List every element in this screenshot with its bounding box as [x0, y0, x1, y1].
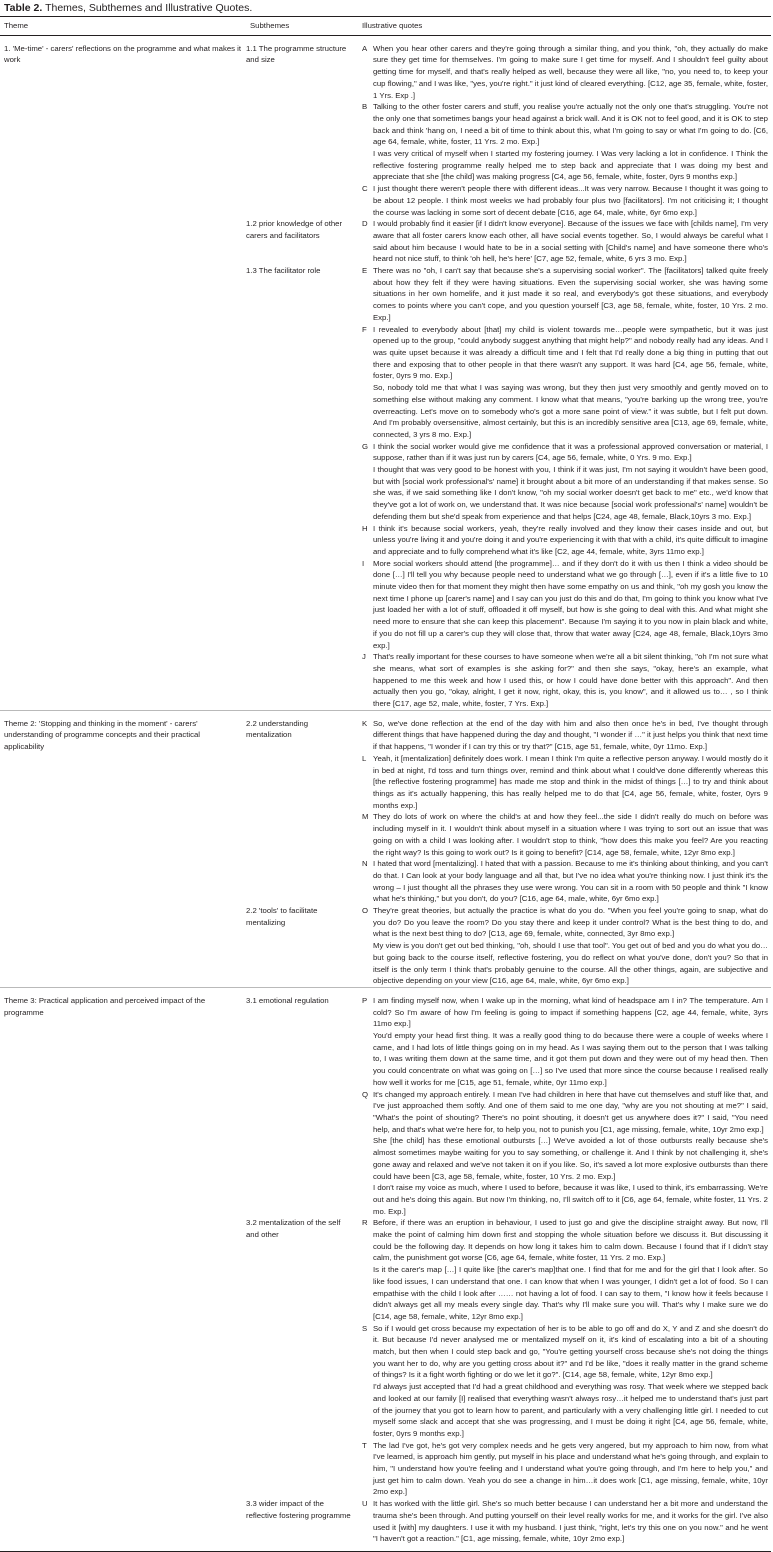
quote-paragraph: Yeah, it [mentalization] definitely does work. I mean I think I'm quite a reflective person anyway. I would mostly do it in bed at night, I'd toss and turn things over, remind and think about what I could've done differently whereas this [the reflective fostering programme] has made me stop and think in the midst of things […] to try and think about things as it's actually happening, this has really helped me to do that [C4, age 56, female, white, foster, 0yrs 9 months exp.] — [373, 753, 768, 810]
table-label: Table 2. — [4, 2, 43, 14]
subtheme-cell: 2.2 understanding mentalization — [246, 718, 309, 740]
theme-cell: Theme 2: 'Stopping and thinking in the moment' - carers' understanding of programme concepts and their practical applicability — [4, 718, 201, 752]
quote-letter: G — [362, 441, 369, 451]
subtheme-cell: 1.2 prior knowledge of other carers and facilitators — [246, 219, 343, 240]
quote-letter: D — [362, 219, 368, 229]
quote-paragraph: I revealed to everybody about [that] my child is violent towards me…people were sympathetic, but it was just opened up to the group, "could anybody suggest anything that might help?" and nobody really had any ideas. And I was quite upset because it was already a difficult time and I felt that I'd really done a big thing in putting that out there and exposing that to other people in that there wasn't any support. It was hard [C4, age 56, female, white, foster, 0yrs 9 mo. Exp.] — [373, 324, 768, 381]
subtheme-cell — [246, 1089, 358, 1218]
quote-cell — [373, 1089, 771, 1218]
quote-paragraph: I think the social worker would give me confidence that it was a professional approved conversation or material, I suppose, rather than if it was just run by carers [C4, age 56, female, white, 0 Yrs. 9 mo. Exp.] — [373, 441, 768, 463]
quote-letter: F — [362, 324, 367, 334]
subtheme-cell — [246, 101, 358, 183]
theme-cell — [0, 101, 246, 183]
quote-letter: L — [362, 753, 367, 763]
quote-letter: M — [362, 812, 369, 822]
quote-cell — [373, 183, 771, 218]
quote-paragraph: I hated that word [mentalizing]. I hated that with a passion. Because to me it's thinking about thinking, and you can't do that. I Can look at your body language and all that, but I've no idea what you're thinking now. I just think it's the wrong – I just thought all the phrases they use were wrong. You can sit in a room with 50 people and think "I know what he's thinking," but you don't, do you? [C16, age 64, male, white, 6yr 6mo exp.] — [373, 859, 768, 904]
theme-cell — [0, 1440, 246, 1499]
theme-cell — [0, 905, 246, 987]
quote-paragraph: I would probably find it easier [if I didn't know everyone]. Because of the issues we face with [childs name], I'm very aware that all foster carers know each other, all have social events together. So, I would always be careful what I said about him because I would hate to be in a social setting with [Child's name] and have someone there who's heard not nice stuff, to think 'oh hell, he's here' [C7, age 52, female, white, 6 yrs 3 mo. Exp.] — [373, 219, 768, 264]
table-row — [0, 1217, 771, 1322]
table-row — [0, 218, 771, 265]
table-row — [0, 1323, 771, 1440]
quote-letter: I — [362, 558, 365, 568]
theme-cell: Theme 3: Practical application and perceived impact of the programme — [4, 995, 206, 1017]
theme-cell — [0, 324, 246, 441]
subtheme-cell — [246, 1440, 358, 1499]
quote-letter: Q — [362, 1089, 369, 1099]
quote-paragraph: She [the child] has these emotional outbursts […] We've avoided a lot of those outbursts really because she's almost sometimes maybe waiting for you to say something, or challenge it. And I think by not challenging it, she's gone away and relaxed and we've not taken it on if you like. So, it's saved a lot more explosive outbursts than there could have been [C3, age 58, female, white, foster, 10 Yrs. 2 mo. Exp.] — [373, 1136, 768, 1181]
subtheme-cell: 1.3 The facilitator role — [246, 266, 321, 276]
quote-letter: S — [362, 1323, 368, 1333]
quote-paragraph: I just thought there weren't people there with different ideas...It was very narrow. Because I thought it was going to be about 12 people. I think most weeks we had probably four plus two [facilitators]. I'm not criticising it; I thought the course was lacking in some sort of decent debate [C16, age 64, male, white, 6yr 6mo exp.] — [373, 184, 768, 217]
quote-paragraph: There was no "oh, I can't say that because she's a supervising social worker". The [facilitators] talked quite freely about how they felt if they were having situations. Even the supervising social worker, she was having some situations in her own homelife, and it just made it so real, and everybody's got these situations, and everybody comes to points where you can't cope, and you question yourself [C3, age 58, female, white, foster, 10 Yrs. 2 mo. Exp.] — [373, 266, 768, 322]
table-row — [0, 858, 771, 905]
theme-cell — [0, 651, 246, 710]
quote-letter: O — [362, 906, 369, 916]
table-row — [0, 753, 771, 812]
table-row — [0, 441, 771, 523]
table-row — [0, 1498, 771, 1551]
theme-cell — [0, 1323, 246, 1440]
quote-letter: T — [362, 1440, 367, 1450]
quote-cell — [373, 218, 771, 265]
table-row — [0, 905, 771, 987]
quote-paragraph: When you hear other carers and they're going through a similar thing, and you think, "oh, they actually do make sure they get time for themselves. I'm going to make sure I get time for myself. And I shouldn't feel guilty about getting time for myself, and that's really helped as well, because they were all like, "no, you need to, to keep your cup flowing," and I was like, "yes, you're right." it just kind of cleared everything. [C12, age 35, female, white, foster, 1 Yrs. Exp .] — [373, 43, 768, 100]
theme-cell — [0, 523, 246, 558]
quote-cell — [373, 905, 771, 987]
quote-letter: C — [362, 184, 368, 194]
subtheme-cell: 2.2 'tools' to facilitate mentalizing — [246, 906, 318, 927]
subtheme-cell — [246, 183, 358, 218]
quote-cell — [373, 1217, 771, 1322]
quote-cell — [373, 101, 771, 183]
table-row — [0, 811, 771, 858]
theme-cell — [0, 265, 246, 324]
quote-paragraph: I think it's because social workers, yeah, they're really involved and they know their cases inside and out, but unless you're living it and you're doing it and you're experiencing it with that with a child, it's quite difficult to imagine and appreciate and to fully comprehend what it's like [C2, age 44, female, white, 3yrs 11mo exp.] — [373, 523, 768, 556]
quote-cell — [373, 858, 771, 905]
subtheme-cell — [246, 1323, 358, 1440]
quote-cell — [373, 558, 771, 652]
subtheme-cell: 1.1 The programme structure and size — [246, 43, 347, 65]
quote-letter: N — [362, 859, 368, 869]
quote-paragraph: I am finding myself now, when I wake up in the morning, what kind of headspace am I in? The temperature. Am I cold? So I'm aware of how I'm feeling is going to impact if something happens [C2, age 44, female, white, 3yrs 11mo exp.] — [373, 995, 768, 1029]
quote-paragraph: I thought that was very good to be honest with you, I think if it was just, I'm not saying it wouldn't have been good, but with [social work professional's' name] it brought about a bit more of an understanding if that makes sense. So she was, if we said something like I don't know, "oh my social worker doesn't get back to me" etc., we'd know that they've got a lot of work on, we understand that. It was nice because [social work professional's' name] wouldn't be defending them but she'd speak from experience and that helps [C24, age 48, female, Black,10yrs 3 mo. Exp.] — [373, 465, 768, 521]
quote-cell — [373, 987, 771, 1088]
theme-cell — [0, 1217, 246, 1322]
theme-cell — [0, 753, 246, 812]
subtheme-cell — [246, 523, 358, 558]
quote-paragraph: I was very critical of myself when I started my fostering journey. I Was very lacking a lot in confidence. I Think the reflective fostering programme really helped me to step back and appreciate that I was doing my best and appreciate that she [the child] was making progress [C4, age 56, female, white, foster, 0yrs 9 months exp.] — [373, 149, 768, 182]
table-header-row — [0, 17, 771, 36]
table-row — [0, 101, 771, 183]
quote-letter: E — [362, 266, 368, 276]
quote-paragraph: It's changed my approach entirely. I mean I've had children in here that have cut themselves and stuff like that, and I've just approached them softly. And one of them said to me one day, "why are you not shouting at me?" I said, "What's the point of shouting? There's no point shouting, it doesn't get us anywhere does it?" I said, "You need help, and that's what we're here for, to help you, not to punish you [C1, age missing, female, white, 10yr 2mo exp.] — [373, 1089, 768, 1134]
quote-paragraph: You'd empty your head first thing. It was a really good thing to do because there were a couple of weeks where I came, and I had lots of little things going on in my head. As I was saying them out to the person that I was talking to, I was writing them down at the same time, and it got them put down and they were out of my head then. Then you could concentrate on what was going on […] so I've used that more since the course because I realised really how well it works for me [C15, age 51, female, white, 0yr 11mo exp.] — [373, 1031, 768, 1087]
quote-paragraph: They're great theories, but actually the practice is what do you do. "When you feel you're going to snap, what do you do? Do you leave the room? Do you stay there and keep it under control? What is the best thing to do, and what is the next best thing to do? [C13, age 69, female, white, connected, 3yr 8mo exp.] — [373, 906, 768, 939]
quote-cell — [373, 265, 771, 324]
themes-table — [0, 16, 771, 1552]
header-quotes: Illustrative quotes — [362, 21, 423, 30]
table-row — [0, 710, 771, 753]
quote-cell — [373, 324, 771, 441]
subtheme-cell — [246, 753, 358, 812]
quote-cell — [373, 1498, 771, 1551]
quote-cell — [373, 441, 771, 523]
quote-paragraph: Before, if there was an eruption in behaviour, I used to just go and give the discipline straight away. But now, I'll make the point of calming him down first and stopping the whole situation before we discuss it. But discussing it could be the following day. It depends on how long it takes him to calm down. Because I found that if I didn't stay calm, the punishment got worse [C6, age 64, female, white foster, 11 Yrs. 2 mo. Exp.] — [373, 1218, 768, 1263]
theme-cell — [0, 858, 246, 905]
subtheme-cell — [246, 858, 358, 905]
table-row — [0, 35, 771, 101]
table-row — [0, 265, 771, 324]
quote-paragraph: So, we've done reflection at the end of the day with him and also then once he's in bed, I've thought through different things that have happened during the day and thought, "I wonder if …" it just helps you think that next time if that happens, "I wonder if I can try this or try that?" [C15, age 51, female, white, 0yr 11mo. Exp.] — [373, 718, 768, 752]
quote-paragraph: I don't raise my voice as much, where I used to before, because it was like, I used to think, it's embarrassing. We're out and he's doing this again. But now I'm thinking, no, I'll switch off to it [C6, age 64, female, white foster, 11 Yrs. 2 mo. Exp.] — [373, 1183, 768, 1216]
quote-paragraph: That's really important for these courses to have someone when we're all a bit silent thinking, "oh I'm not sure what she means, what sort of examples is she asking for?" and then she says, "okay, here's an example, what happened to me this week and how I used this, or how I could have done better with this approach". And then actually then you go, "okay, alright, I get it now, right, okay, this is, you know", and it allowed us to… , so I think there [C17, age 52, male, white, foster, 7 Yrs. Exp.] — [373, 652, 768, 709]
quote-letter: K — [362, 718, 368, 728]
theme-cell — [0, 811, 246, 858]
quote-paragraph: I'd always just accepted that I'd had a great childhood and everything was rosy. That week where we stepped back and looked at our family [I] realised that everything wasn't always rosy…it helped me to understand that's just part of the journey that you got to learn how to parent, and particularly with a very challenging little girl. I needed to cut myself some slack and accept that she was progressing, and I must be doing it right [C4, age 56, female, white, foster, 0yrs 9 months exp.] — [373, 1382, 768, 1438]
theme-cell — [0, 183, 246, 218]
quote-letter: B — [362, 102, 368, 112]
header-subthemes: Subthemes — [250, 21, 290, 30]
quote-paragraph: So if I would get cross because my expectation of her is to be able to go off and do X, Y and Z and she doesn't do it. But because I'd never analysed me or mentalized myself on it, it's kind of escalating into a bit of a shouting match, but then when I could step back and go, "You're getting yourself cross because she's not doing the things you want her to do, why are you getting cross about it?" and I'd be like, "does it really matter in the grand scheme of things? Is it a fight worth fighting or do we let it go?". [C14, age 58, female, white, 12yr 8mo exp.] — [373, 1323, 768, 1380]
quote-letter: J — [362, 652, 366, 662]
quote-paragraph: Talking to the other foster carers and stuff, you realise you're actually not the only one that's struggling. You're not the only one that sometimes bangs your head against a brick wall. And it is OK not to feel good, and it is OK to step back and think 'hang on, I need a bit of time to think about this, what I'm going to say or what I'm going to do. [C6, age 64, female, white, foster, 11 Yrs. 2 mo. Exp.] — [373, 102, 768, 147]
subtheme-cell: 3.1 emotional regulation — [246, 995, 329, 1005]
quote-cell — [373, 811, 771, 858]
table-row — [0, 1440, 771, 1499]
table-title: Themes, Subthemes and Illustrative Quotes. — [45, 2, 253, 14]
theme-cell — [0, 441, 246, 523]
quote-letter: P — [362, 995, 368, 1005]
header-theme: Theme — [4, 21, 29, 30]
subtheme-cell — [246, 324, 358, 441]
quote-cell — [373, 35, 771, 101]
quote-letter: H — [362, 523, 368, 533]
quote-paragraph: My view is you don't get out bed thinking, "oh, should I use that tool". You get out of bed and you do what you do…but going back to the course itself, reflective fostering, you do reflect on what you've done, don't you? So that in itself is the only term I think that's probably genuine to the course. All the other things, again, are subjective and objective depending on your view [C16, age 64, male, white, 6yr 6mo exp.] — [373, 941, 768, 986]
subtheme-cell — [246, 558, 358, 652]
quote-cell — [373, 1440, 771, 1499]
subtheme-cell: 3.3 wider impact of the reflective fostering programme — [246, 1499, 351, 1520]
subtheme-cell: 3.2 mentalization of the self and other — [246, 1218, 341, 1240]
table-row — [0, 558, 771, 652]
quote-letter: R — [362, 1218, 368, 1228]
quote-cell — [373, 651, 771, 710]
subtheme-cell — [246, 441, 358, 523]
quote-cell — [373, 710, 771, 753]
table-body — [0, 35, 771, 1551]
theme-cell: 1. 'Me-time' - carers' reflections on the programme and what makes it work — [4, 43, 242, 65]
quote-paragraph: So, nobody told me that what I was saying was wrong, but they then just very smoothly and gently moved on to something else without making any comment. I know what that means, "you're barking up the wrong tree, you're overreacting. Let's move on to somebody who's got a more sane point of view." it was subtle, but I felt put down. And I'm probably oversensitive, almost certainly, but this is an incredibly sensitive area [C13, age 69, female, white, connected, 3 yrs 8 mo. Exp.] — [373, 383, 768, 439]
theme-cell — [0, 558, 246, 652]
quote-paragraph: They do lots of work on where the child's at and how they feel...the side I didn't really do much on before was including myself in it. I wouldn't think about myself in a situation where I was trying to sort out an issue that was going on with a child I was looking after. I wouldn't stop to think, "how does this make you feel? Are you reacting the right way? Is this going to work out? Is it going to benefit? [C14, age 58, female, white, 12yr 8mo exp.] — [373, 812, 768, 857]
quote-letter: A — [362, 43, 368, 53]
table-row — [0, 183, 771, 218]
quote-cell — [373, 523, 771, 558]
table-row — [0, 1089, 771, 1218]
quote-letter: U — [362, 1499, 368, 1509]
subtheme-cell — [246, 651, 358, 710]
table-row — [0, 987, 771, 1088]
quote-paragraph: More social workers should attend [the programme]… and if they don't do it with us then I think a video should be done […] I'll tell you why because people need to understand what we go through […], even if it's a little five to 10 minute video then for that moment they might then have some empathy on us and think, "oh my gosh you know the next time I phone up [carer's name] and I say can you just do this and do that, I'm going to think you know what I've just loaded her with a lot of stuff, offloaded it off myself, but how is she going to deal with this. And what might she need more to ensure that she can keep this placement". Because I'm saying it to you now in plain black and white, if you do not fill up a carer's cup they will close that, throw that water away [C24, age 48, female, Black,10yrs 3mo exp.] — [373, 558, 768, 650]
theme-cell — [0, 1089, 246, 1218]
quote-cell — [373, 753, 771, 812]
table-row — [0, 651, 771, 710]
quote-paragraph: Is it the carer's map […] I quite like [the carer's map]that one. I find that for me and for the girl that I look after. So like food issues, I can understand that one. I can know that when I was younger, I didn't get a lot of food. So I can empathise with the child I look after …… not having a lot of food. I can say to them, "I know how it feels because I didn't always get all my meals every single day. That's why I'll make sure you will. That's why I make sure we do [C14, age 58, female, white, 12yr 8mo exp.] — [373, 1265, 768, 1321]
theme-cell — [0, 1498, 246, 1551]
quote-cell — [373, 1323, 771, 1440]
table-row — [0, 324, 771, 441]
subtheme-cell — [246, 811, 358, 858]
quote-paragraph: The lad I've got, he's got very complex needs and he gets very angered, but my approach to him now, from what I've learned, is approach him gently, put myself in his place and understand what he's going through, and explain to him, "I understand how you're feeling and I understand what you're going through, and I'm here to help you," and just get him to calm down. Yeah you do see a change in him…it does work [C1, age missing, female, white, 10yr 2mo exp.] — [373, 1440, 768, 1497]
table-row — [0, 523, 771, 558]
quote-paragraph: It has worked with the little girl. She's so much better because I can understand her a bit more and understand the trauma she's been through. And putting yourself on their level really works for me, and it works for the girl. I've also used it [with] my daughters. I use it with my husband. I just think, "right, let's try this one on you now." and he went "I haven't got a reaction." [C1, age missing, female, white, 10yr 2mo exp.] — [373, 1499, 768, 1544]
theme-cell — [0, 218, 246, 265]
table-caption — [4, 2, 252, 14]
